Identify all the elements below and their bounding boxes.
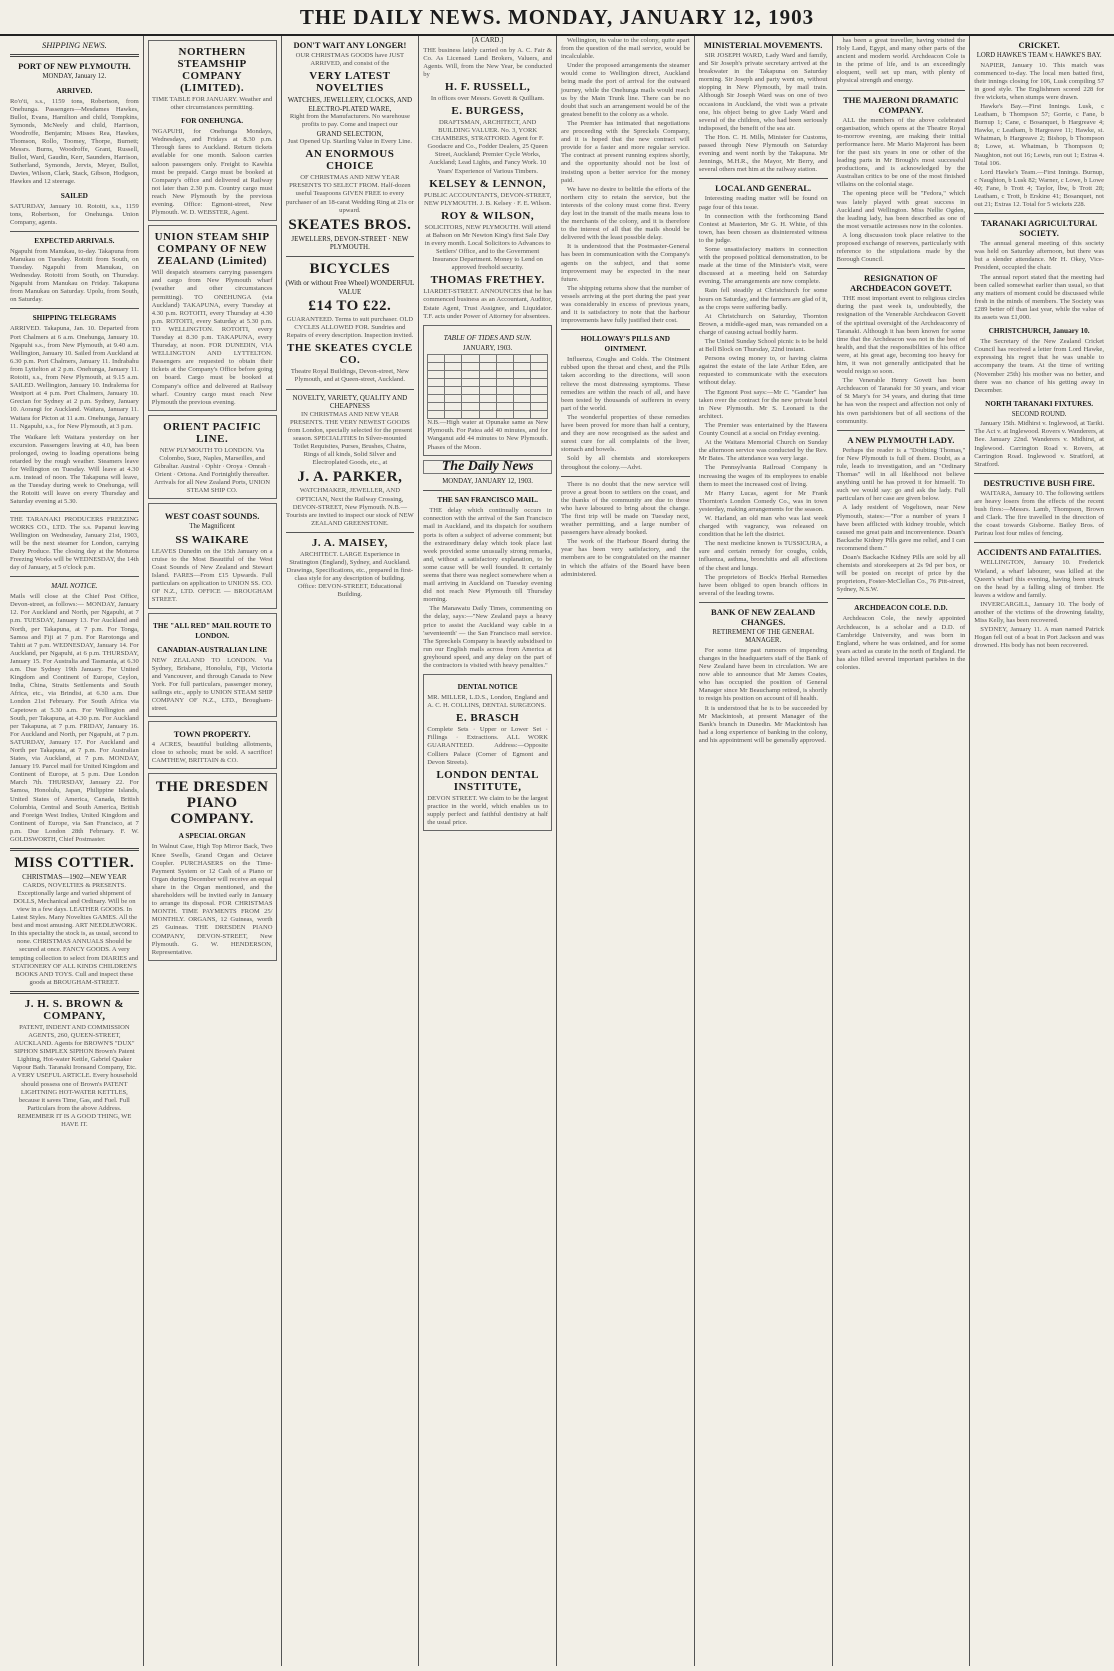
london-dental-title: LONDON DENTAL INSTITUTE,: [436, 768, 539, 793]
burgess-title: E. BURGESS,: [451, 104, 524, 117]
grand-selection: GRAND SELECTION,: [316, 129, 384, 138]
union-steamship-title: UNION STEAM SHIP COMPANY OF NEW ZEALAND (Limited): [154, 231, 270, 268]
telegrams-heading: SHIPPING TELEGRAMS: [32, 313, 117, 323]
bank-heading: BANK OF NEW ZEALAND CHANGES.: [711, 606, 816, 627]
wellington-lead: Wellington, its value to the colony, quite apart from the question of the mail service, would be incalculable.: [561, 37, 690, 61]
shipping-date: MONDAY, January 12.: [42, 73, 107, 80]
page-columns: [6, 36, 1108, 1666]
expected-heading: EXPECTED ARRIVALS.: [34, 235, 115, 245]
onehunga-heading: FOR ONEHUNGA.: [181, 116, 244, 126]
town-property-ad: TOWN PROPERTY. 4 ACRES, beautiful building allotments, close to schools; must be sold. A sacrifice! CAMTHEW, BRITTAIN & CO.: [148, 721, 277, 769]
dresden-title: THE DRESDEN PIANO COMPANY.: [155, 779, 269, 828]
sf-mail-heading: THE SAN FRANCISCO MAIL.: [437, 495, 538, 505]
accidents-heading: ACCIDENTS AND FATALITIES.: [977, 547, 1102, 558]
special-organ-heading: A SPECIAL ORGAN: [178, 831, 246, 841]
town-property-heading: TOWN PROPERTY.: [173, 729, 251, 740]
canadian-heading: CANADIAN-AUSTRALIAN LINE: [157, 644, 268, 654]
brasch-title: E. BRASCH: [456, 712, 520, 725]
watches-line: WATCHES, JEWELLERY, CLOCKS, AND ELECTRO-PLATED WARE,: [287, 96, 413, 113]
mail-heading: MAIL NOTICE.: [51, 581, 98, 591]
maisey-title: J. A. MAISEY,: [311, 536, 388, 549]
column-1: SHIPPING NEWS. PORT OF NEW PLYMOUTH. MONDAY, January 12. ARRIVED. Ro'o'ti, s.s., 1159 tons, Robertson, from Onehunga. Passengers—Mesdames Hawkes, Bullot, Evans, Hamilton and child, Tompkins, Symonds, McNeely and child, Harrison, Woodroffe, Benjamin; Misses Rea, Hawkes, Thomson, Rollo, Toomey, Thorpe, Burnett; Messrs. Burns, Woodroffe, Grant, Russell, Bullot, Ward, Gaudin, Kerr, Saunders, Harrison, Sutherland, Symonds, Jervis, Meyer, Bullot, Davies, Wilson, Clark, Stack, Gibson, Hodgson, Hawkes and 12 steerage. SAILED SATURDAY, January 10. Rotoiti, s.s., 1159 tons, Robertson, for Onehunga. Union Company, agents. EXPECTED ARRIVALS. Ngapuhi from Manukau, to-day. Takapuna from Manukau on Tuesday. Rotoiti from South, on Tuesday. Ngapuhi from Manukau, on Wednesday. Rotoiti from South, on Thursday. Ngapuhi from Manukau on Friday. Takapuna from Manukau on Saturday. Upolu, from South, on Saturday. SHIPPING TELEGRAMS ARRIVED. Takapuna, Jan. 10. Departed from Port Chalmers at 6 a.m. Onehunga, January 10. Ngapuhi s.s., from New Plymouth, at 9.40 a.m. Wellington, January 10. Sailed from Auckland at 6.30 p.m. Port Chalmers, January 11. Indrabahu from Lyttelton at 2 p.m. Onehunga, January 11. Rotoiti, s.s., from New Plymouth, at 9.15 a.m. SAILED. Wellington, January 10. Indralema for Westport at 4 p.m. Port Chalmers, January 10. Grecian for Sydney at 2 p.m. Sydney, January 10. Aorangi for Auckland. Waitara, January 11. Waitara for Picton at 11 a.m. Onehunga, January 11. Ngapuhi, s.s., for New Plymouth, at 3 p.m. The Waikare left Waitara yesterday on her excursion. Passengers leaving at 4.0, has been prolonged, owing to loading operations being retarded by the rough weather. Steamers leave for Wellington on Tuesday. Will leave at 4.30 a.m. instead of noon. The Takapuna will leave, as the Tuesday during week to Onehunga, will the Rotoiti will leave on every Thursday and Saturday evening at 5.30. THE TARANAKI PRODUCERS FREEZING WORKS CO., LTD. The s.s. Papanui leaving Wellington on Wednesday, January 21st, 1903, will be the next steamer for London, carrying Dairy Produce. The closing day at the Moturoa Freezing Works will be WEDNESDAY, the 14th day of January, at 5 o'clock p.m. MAIL NOTICE. Mails will close at the Chief Post Office, Devon-street, as follows:— MONDAY, January 12. For Auckland and North, per Ngapuhi, at 7 p.m. TUESDAY, January 13. For Auckland and North, per Takapuna, at 7 p.m. For Tonga, Samoa and Fiji at 7 p.m. For Rarotonga and Tahiti at 7 p.m. WEDNESDAY, January 14. For Auckland, per Ngapuhi, at 6 p.m. THURSDAY, January 15. For Australia and Tasmania, at 6.30 a.m. Due Sydney 19th January. For United Kingdom and Continent of Europe, Ceylon, India, China, Straits Settlements and South Africa, etc., via Brindisi, at 6.30 a.m. Due London 21st February. For South Africa via Capetown at 5.30 a.m. For Wellington and South, per Takapuna, at 4.30 p.m. For Auckland per Takapuna, at 7 p.m. FRIDAY, January 16. For Auckland and North, per Ngapuhi, at 7 p.m. SATURDAY, January 17. For Auckland and North per Takapuna, at 7 p.m. For Australian States, via Auckland, at 7 p.m. MONDAY, January 19. Parcel mail for United Kingdom and Continent of Europe, at 5 p.m. Due London March 7th. THURSDAY, January 22. For Samoa, Honolulu, Japan, Philippine Islands, United States of America, Canada, British Columbia, Central and South America, British and Foreign West Indies, United Kingdom and Continent of Europe, via San Francisco, at 7 p.m. Due London 28th February. F. W. GOLDSWORTH, Chief Postmaster. MISS COTTIER. CHRISTMAS—1902—NEW YEAR CARDS, NOVELTIES & PRESENTS. Exceptionally large and varied shipment of DOLLS, Mechanical and Ordinary. Will be on view in a few days. LEATHER GOODS. In Latest Styles. Many Novelties GAMES. All the best and most amusing. ART NEEDLEWORK. In this speciality the stock is, as usual, second to none. CHRISTMAS ANNUALS Should be secured at once. FANCY GOODS. A very tempting collection to select from DIARIES and STATIONERY OF ALL KINDS CHILDREN'S BOOKS AND TOYS. Cull and inspect these goods at BROUGHAM-STREET. J. H. S. BROWN & COMPANY, PATENT, INDENT AND COMMISSION AGENTS, 260, QUEEN-STREET, AUCKLAND. Agents for BROWN'S "DUX" SIPHON SIMPLEX SIPHON Brown's Patent Lighting, Hot-water Kettle, Gabriel Quaker Vapour Bath. Taranaki Ironsand Company, Etc. A VERY USEFUL ARTICLE. Every household should possess one of Brown's PATENT LIGHTNING HOT-WATER KETTLES, because it saves Time, Gas, and Fuel. Full Particulars from the above Address. REMEMBER IT IS A GOOD THING, WE HAVE IT.: [6, 36, 144, 1666]
second-round: SECOND ROUND.: [1011, 410, 1067, 418]
northern-steamship-ad: NORTHERN STEAMSHIP COMPANY (LIMITED). TIME TABLE FOR JANUARY. Weather and other circumstances permitting. FOR ONEHUNGA. 'NGAPUHI, for Onehunga Mondays, Wednesdays, and Fridays at 8.30 p.m. Through fares to Auckland. Return tickets available for one month. Saloon carries saloon passengers only. Freight to Kawhia must be prepaid. Cargo must be booked at Company's office and delivered at Railway not later than 2.30 p.m. Country cargo must reach New Plymouth by the previous evening. Office: Egmont-street, New Plymouth. W. D. WEBSTER, Agent.: [148, 40, 277, 221]
hawkes-heading: LORD HAWKE'S TEAM v. HAWKE'S BAY.: [976, 52, 1102, 59]
west-coast-heading: WEST COAST SOUNDS.: [164, 511, 260, 522]
dental-heading: DENTAL NOTICE: [457, 682, 518, 692]
bank-subheading: RETIREMENT OF THE GENERAL MANAGER.: [712, 628, 814, 645]
column-8: CRICKET. LORD HAWKE'S TEAM v. HAWKE'S BAY. NAPIER, January 10. This match was commenced to-day. The local men batted first, their innings closing for 106, Lusk compiling 57 in good style. The Englishmen scored 228 for five wickets, when stumps were drawn. Hawke's Bay.—First Innings. Lusk, c Leatham, b Thompson 57; Gorrie, c Fane, b Burnup 1; Cane, c Bosanquet, b Hargreave 4; Hawke, c Leatham, b Hargreave 11; Hawke, st. Whatman, b Hargreave 2; Bishop, b Thompson 8; Lowe, st. Whatman, b Thompson 0; Naughton, not out 16; Lewis, run out 1; Extras 4. Total 106. Lord Hawke's Team.—First Innings. Burnup, c Naughton, b Lusk 82; Warner, c Lowe, b Lowe 40; Fane, b Trott 4; Taylor, lbw, b Trott 28; Leatham, c Trott, b Erskine 41; Bosanquet, not out 21; Extras 12. Total for 5 wickets 228. TARANAKI AGRICULTURAL SOCIETY. The annual general meeting of this society was held on Saturday afternoon, but there was but a slender attendance. Mr H. Okey, Vice-President, occupied the chair. The annual report stated that the meeting had been called somewhat earlier than usual, so that any matters of moment could be discussed while fresh in the minds of members. The Society was £289 better off than last year, while the value of its assets was £1,000. CHRISTCHURCH, January 10. The Secretary of the New Zealand Cricket Council has received a letter from Lord Hawke, expressing his regret that he was unable to accompany the team. At the time of writing (November 25th) his mother was no better, and there was no chance of his getting away in December. NORTH TARANAKI FIXTURES. SECOND ROUND. January 15th. Midhirst v. Inglewood, at Tariki. The Act v. at Inglewood. Rovers v. Wanderers, at Bee. January 22nd. Wanderers v. Midhirst, at Inglewood. Carrington Road v. Rovers, at Carrington Road. Inglewood v. Stratford, at Stratford. DESTRUCTIVE BUSH FIRE. WAITARA, January 10. The following settlers are heavy losers from the effects of the recent bush fires:—Messrs. Lamb, Thompson, Brown and Clark. The fire travelled in the direction of the coast towards Gisborne. Bailey Bros. of Parirau lost four miles of fencing. ACCIDENTS AND FATALITIES. WELLINGTON, January 10. Frederick Wieland, a wharf labourer, was killed at the Queen's wharf this evening, having been struck on the head by a falling sling of timber. He leaves a widow and family. INVERCARGILL, January 10. The body of another of the victims of the drowning fatality, Miss Kelly, has been recovered. SYDNEY, January 11. A man named Patrick Hogan fell out of a boat in Port Jackson and was drowned. His body has not been recovered.: [974, 40, 1104, 650]
tide-table-grid: [427, 354, 548, 419]
bicycles-price: £14 TO £22.: [308, 298, 392, 315]
daily-news-date: MONDAY, JANUARY 12, 1903.: [442, 477, 533, 485]
all-red-route-ad: THE "ALL RED" MAIL ROUTE TO LONDON. CANADIAN-AUSTRALIAN LINE NEW ZEALAND TO LONDON. Via Sydney, Brisbane, Honolulu, Fiji, Victoria and Vancouver, and through Canada to New York. For full particulars, passenger money, sailings etc., apply to UNION STEAM SHIP COMPANY OF N.Z., LTD., Brougham-street.: [148, 613, 277, 718]
northern-steamship-title: NORTHERN STEAMSHIP COMPANY (LIMITED).: [177, 46, 247, 94]
brown-company-title: J. H. S. BROWN & COMPANY,: [24, 997, 125, 1022]
sailed-heading: SAILED: [60, 190, 88, 200]
dresden-piano-ad: THE DRESDEN PIANO COMPANY. A SPECIAL ORGAN In Walnut Case, High Top Mirror Back, Two Knee Swells, Grand Organ and Octave Coupler. PURCHASERS on the Time-Payment System or 12 Cash of a Piano or Organ during December will receive an equal share in the Organ mentioned, and the shareholders will be invited early in January to arrange its disposal. FOR CHRISTMAS MONTH. TIME PAYMENTS FROM 25/ MONTHLY. ORGANS, 12 Guineas, worth 25 Guineas. THE DRESDEN PIANO COMPANY, DEVON-STREET, New Plymouth. G. W. HENDERSON, Representative.: [148, 773, 277, 960]
tide-table: TABLE OF TIDES AND SUN. JANUARY, 1903. N.B.—High water at Opunake same as New Plymouth. For Patea add 40 minutes, and for Wanganui add 44 minutes to New Plymouth. Phases of the Moon.: [423, 325, 552, 456]
tide-table-title: TABLE OF TIDES AND SUN.: [443, 332, 532, 342]
page-masthead: THE DAILY NEWS. MONDAY, JANUARY 12, 1903: [0, 0, 1114, 36]
wellington-article: Wellington, its value to the colony, quite apart from the question of the mail service, would be incalculable. Under the proposed arrangements the steamer would come to Wellington direct, Auckland being made the port of arrival for the outward journey, while the Onehunga mails would reach us by the Main Trunk line. There can be no doubt that such an arrangement would be of the greatest benefit to the colony as a whole. The Premier has intimated that negotiations are proceeding with the Spreckels Company, and it is hoped that the new contract will provide for a faster and more regular service. The contract at present running expires shortly, and the opportunity should not be lost of insisting upon a better service for the money paid. We have no desire to belittle the efforts of the northern city to retain the service, but the interests of the colony must come first. Every day lost in the transit of the mails means loss to the merchants of the colony, and it is therefore to the interest of all that the mails should be delivered with the least possible delay. It is understood that the Postmaster-General has been in communication with the Company's agents on the subject, and that some improvement may be expected in the near future. The shipping returns show that the number of vessels arriving at the port during the past year was considerably in excess of previous years, and it is satisfactory to note that the harbour improvements have fully justified their cost.: [561, 37, 690, 325]
skeates-title: SKEATES BROS.: [288, 216, 412, 233]
daily-news-logo-text: The Daily News: [441, 458, 534, 474]
tide-table-month: JANUARY, 1903.: [463, 344, 513, 352]
holloway-heading: HOLLOWAY'S PILLS AND OINTMENT.: [580, 334, 671, 354]
russell-title: H. F. RUSSELL,: [445, 80, 531, 93]
column-5: Wellington, its value to the colony, quite apart from the question of the mail service, would be incalculable. Under the proposed arrangements the steamer would come to Wellington direct, Auckland being made the port of arrival for the outward journey, while the Onehunga mails would reach us by the Main Trunk line. There can be no doubt that such an arrangement would be of the greatest benefit to the colony as a whole. The Premier has intimated that negotiations are proceeding with the Spreckels Company, and it is hoped that the new contract will provide for a faster and more regular service. The contract at present running expires shortly, and the opportunity should not be lost of insisting upon a better service for the money paid. We have no desire to belittle the efforts of the northern city to retain the service, but the interests of the colony must come first. Every day lost in the transit of the mails means loss to the merchants of the colony, and it is therefore to the interest of all that the mails should be delivered with the least possible delay. It is understood that the Postmaster-General has been in communication with the Company's agents on the subject, and that some improvement may be expected in the near future. The shipping returns show that the number of vessels arriving at the port during the past year was considerably in excess of previous years, and it is satisfactory to note that the harbour improvements have fully justified their cost. HOLLOWAY'S PILLS AND OINTMENT. Influenza, Coughs and Colds. The Ointment rubbed upon the throat and chest, and the Pills taken according to the directions, will soon relieve the most distressing symptoms. These remedies are within the reach of all, and have been tested by thousands of sufferers in every part of the world. The wonderful properties of these remedies have been proved for more than half a century, and they are now recognised as the safest and surest cure for all complaints of the liver, stomach and bowels. Sold by all chemists and storekeepers throughout the colony.—Advt. There is no doubt that the new service will prove a great boon to settlers on the coast, and the thanks of the community are due to those who have laboured to bring about the change. The first trip will be made on Tuesday next, weather permitting, and a large number of passengers have already booked. The work of the Harbour Board during the year has been very satisfactory, and the members are to be congratulated on the manner in which the affairs of the Board have been administered.: [557, 36, 695, 1666]
cole-heading: ARCHDEACON COLE. D.D.: [854, 603, 948, 613]
bicycles-title: BICYCLES: [309, 260, 391, 277]
bush-fire-heading: DESTRUCTIVE BUSH FIRE.: [983, 477, 1095, 488]
govett-heading: RESIGNATION OF ARCHDEACON GOVETT.: [849, 273, 952, 294]
christchurch-heading: CHRISTCHURCH, January 10.: [988, 326, 1090, 336]
column-2: [144, 36, 282, 1666]
latest-novelties: VERY LATEST NOVELTIES: [309, 70, 391, 95]
local-general-heading: LOCAL AND GENERAL.: [715, 183, 812, 194]
orient-line-title: ORIENT PACIFIC LINE.: [163, 420, 262, 445]
all-red-heading: THE "ALL RED" MAIL ROUTE TO LONDON.: [152, 620, 272, 640]
port-heading: PORT OF NEW PLYMOUTH.: [18, 61, 131, 71]
orient-line-ad: ORIENT PACIFIC LINE. NEW PLYMOUTH TO LONDON. Via Colombo, Suez, Naples, Marseilles, and Gibraltar. Austral · Ophir · Oroya · Omrah · Orient · Ortona. And Fortnightly thereafter. Arrivals for all New Zealand Ports, UNION STEAM SHIP CO.: [148, 415, 277, 500]
lady-heading: A NEW PLYMOUTH LADY.: [847, 434, 955, 445]
dental-ad: DENTAL NOTICE MR. MILLER, L.D.S., London, England and A. C. H. COLLINS, DENTAL SURGEONS. E. BRASCH Complete Sets · Upper or Lower Set · Fillings · Extractions. ALL WORK GUARANTEED. Address:—Opposite Colliers Palace (Corner of Egmont and Devon Streets). LONDON DENTAL INSTITUTE, DEVON STREET. We claim to be the largest practice in the world, which enables us to supply perfect and faithful dentistry at half the usual price.: [423, 674, 552, 831]
column-3: DON'T WAIT ANY LONGER! OUR CHRISTMAS GOODS have JUST ARRIVED, and consist of the VERY LATEST NOVELTIES WATCHES, JEWELLERY, CLOCKS, AND ELECTRO-PLATED WARE, Right from the Manufacturers. No warehouse profits to pay. Come and inspect our GRAND SELECTION, Just Opened Up. Startling Value in Every Line. AN ENORMOUS CHOICE OF CHRISTMAS AND NEW YEAR PRESENTS TO SELECT FROM. Half-dozen useful Teaspoons GIVEN FREE to every purchaser of an 18-carat Wedding Ring at 21s or upward. SKEATES BROS. JEWELLERS, DEVON-STREET · NEW PLYMOUTH. BICYCLES (With or without Free Wheel) WONDERFUL VALUE £14 TO £22. GUARANTEED. Terms to suit purchaser. OLD CYCLES ALLOWED FOR. Sundries and Repairs of every description. Inspection invited. THE SKEATES CYCLE CO. Theatre Royal Buildings, Devon-street, New Plymouth, and at Queen-street, Auckland. NOVELTY, VARIETY, QUALITY AND CHEAPNESS IN CHRISTMAS AND NEW YEAR PRESENTS. THE VERY NEWEST GOODS from London, specially selected for the present season. SPECIALITIES In Silver-mounted Toilet Requisites, Purses, Brushes, Chains, Rings of all kinds, Solid Silver and Electroplated Goods, etc., at J. A. PARKER, WATCHMAKER, JEWELLER, AND OPTICIAN, Next the Railway Crossing, DEVON-STREET, New Plymouth. N.B.—Tourists are invited to inspect our stock of NEW ZEALAND GREENSTONE. J. A. MAISEY, ARCHITECT. LARGE Experience in Stratington (England), Sydney, and Auckland. Drawings, Specifications, etc., prepared in first-class style for any description of building. Office: DEVON-STREET, Educational Building.: [282, 36, 420, 1666]
arrived-text: Ro'o'ti, s.s., 1159 tons, Robertson, from Onehunga. Passengers—Mesdames Hawkes, Bullot, Evans, Hamilton and child, Tompkins, Symonds, McNeely and child, Harrison, Woodroffe, Benjamin; Misses Rea, Hawkes, Thomson, Rollo, Toomey, Thorpe, Burnett; Messrs. Burns, Woodroffe, Grant, Russell, Bullot, Ward, Gaudin, Kerr, Saunders, Harrison, Sutherland, Symonds, Jervis, Meyer, Bullot, Davies, Wilson, Clark, Stack, Gibson, Hodgson, Hawkes and 12 steerage.: [10, 97, 139, 186]
column-6: MINISTERIAL MOVEMENTS. SIR JOSEPH WARD, Lady Ward and family, and Sir Joseph's private secretary arrived at the breakwater in the Takapuna on Saturday morning. Sir Joseph and party went on, without stopping in New Plymouth, by mail train. Although Sir Joseph Ward was on one of two occasions in Auckland, the visit was a private one, his object being to give Lady Ward and several of the children, who had been seriously indisposed, the benefit of the sea air. The Hon. C. H. Mills, Minister for Customs, passed through New Plymouth on Saturday evening and went north by the Takapuna. Mr Jennings, M.H.R., the Mayor, Mr Berry, and several others met him at the railway station. LOCAL AND GENERAL. Interesting reading matter will be found on page four of this issue. In connection with the forthcoming Band Contest at Masterton, Mr G. H. White, of this town, has been chosen as disinterested witness to the judge. Some unsatisfactory matters in connection with the proposed political demonstration, to be made at the time of the Minister's visit, were discussed at a meeting held on Saturday evening. The arrangements are now complete. Rain fell steadily at Christchurch for some hours on Saturday, and the farmers are glad of it, as the crops were suffering badly. At Christchurch on Saturday, Thornton Brown, a middle-aged man, was remanded on a charge of causing actual bodily harm. The United Sunday School picnic is to be held at Bell Block on Thursday, 22nd instant. Persons owing money to, or having claims against the estate of the late Arthur Eden, are requested to communicate with the executors without delay. The Egmont Post says:—Mr C. "Gander" has taken over the contract for the new private hotel in New Plymouth. Mr S. Leonard is the architect. The Premier was entertained by the Hawera County Council at a social on Friday evening. At the Waitara Memorial Church on Sunday the afternoon service was conducted by the Rev. Mr Bates. The attendance was very large. The Pennsylvania Railroad Company is increasing the wages of its employees to enable them to meet the increased cost of living. Mr Harry Lucas, agent for Mr Frank Thornton's London Comedy Co., was in town yesterday, making arrangements for the season. W. Harland, an old man who was last week charged with vagrancy, was released on condition that he left the district. The next medicine known is TUSSICURA, a sure and certain remedy for coughs, colds, influenza, asthma, bronchitis and all affections of the chest and lungs. The proprietors of Bock's Herbal Remedies have been obliged to open branch offices in several of the leading towns. BANK OF NEW ZEALAND CHANGES. RETIREMENT OF THE GENERAL MANAGER. For some time past rumours of impending changes in the headquarters staff of the Bank of New Zealand have been in circulation. We are now able to announce that Mr James Coates, who has occupied the position of General Manager since Mr Beauchamp retired, is shortly to resign his position on account of ill health. It is understood that he is to be succeeded by Mr Mackintosh, at present Manager of the Bank's branch in Dunedin. Mr Mackintosh has had a long experience of banking in the colony, and his appointment will be generally approved.: [695, 36, 833, 1666]
cottier-ad-title: MISS COTTIER.: [14, 855, 135, 872]
shipping-news-heading: SHIPPING NEWS.: [42, 40, 107, 50]
arrived-heading: ARRIVED.: [56, 85, 93, 95]
card-label: [A CARD.]: [471, 37, 504, 44]
daily-news-logo: [423, 460, 552, 474]
enormous-choice: AN ENORMOUS CHOICE: [305, 148, 395, 173]
union-steamship-ad: UNION STEAM SHIP COMPANY OF NEW ZEALAND (Limited) Will despatch steamers carrying passengers and cargo from New Plymouth wharf (weather and other circumstances permitting). TO ONEHUNGA (via Auckland) TAKAPUNA, every Tuesday at 4.30 p.m. ROTOITI, every Thursday at 4.30 p.m. ROTOITI, every Saturday at 5.30 p.m. TO WELLINGTON. ROTOITI, every Tuesday at 8.30 p.m. TAKAPUNA, every Thursday, at noon. FOR DUNEDIN, VIA WELLINGTON AND LYTTELTON. Passengers are requested to obtain their tickets at the Company's Office before going on board. Cargo must be booked at Company's office and delivered at Railway wharf. Country cargo must reach New Plymouth the previous evening.: [148, 225, 277, 411]
column-4: [A CARD.] THE business lately carried on by A. C. Fair & Co. As Licensed Land Brokers, Valuers, and Agents. Will, from the New Year, be conducted by H. F. RUSSELL, In offices over Messrs. Govett & Quilliam. E. BURGESS, DRAFTSMAN, ARCHITECT, AND BUILDING VALUER. No. 3, YORK CHAMBERS, STRATFORD. Agent for F. Goodacre and Co., Fodder Dealers, 25 Queen Street, Auckland; Premier Cycle Works, Auckland; Lead Lights, and Fancy Work. 10 Years' Experience of Various Timbers. KELSEY & LENNON, PUBLIC ACCOUNTANTS, DEVON-STREET, NEW PLYMOUTH. J. B. Kelsey · F. E. Wilson. ROY & WILSON, SOLICITORS, NEW PLYMOUTH. Will attend at Bahson on Mr Newton King's first Sale Day in every month. Local Solicitors to Advances to Settlers' Office, and to the Government Insurance Department. Money to Lend on approved freehold security. THOMAS FRETHEY. LIARDET-STREET. ANNOUNCES that he has commenced business as an Accountant, Auditor, Estate Agent, Trust Assignee, and Liquidator. T.F. acts under Power of Attorney for absentees. TABLE OF TIDES AND SUN. JANUARY, 1903. N.B.—High water at Opunake same as New Plymouth. For Patea add 40 minutes, and for Wanganui add 44 minutes to New Plymouth. Phases of the Moon. The Daily News MONDAY, JANUARY 12, 1903. THE SAN FRANCISCO MAIL. THE delay which continually occurs in connection with the arrival of the San Francisco mail in Auckland, and its dispatch for southern ports is often a subject of adverse comment; but the extraordinary delay which took place last week provided some unusually strong remarks, and, without a satisfactory explanation, to be some cause will be well founded. It certainly seems that there was neglect somewhere when a mail arriving in Auckland on Tuesday evening did not reach New Plymouth till Thursday morning. The Manawatu Daily Times, commenting on the delay, says:—"New Zealand pays a heavy price to assist the Auckland way cable in a 'seventeenth' — the San Francisco mail service. The Spreckels Company is heavily subsidised to run our English mails across from America at greyhound speed, and any delay on the part of the contractors is visited with heavy penalties." DENTAL NOTICE MR. MILLER, L.D.S., London, England and A. C. H. COLLINS, DENTAL SURGEONS. E. BRASCH Complete Sets · Upper or Lower Set · Fillings · Extractions. ALL WORK GUARANTEED. Address:—Opposite Colliers Palace (Corner of Egmont and Devon Streets). LONDON DENTAL INSTITUTE, DEVON STREET. We claim to be the largest practice in the world, which enables us to supply perfect and faithful dentistry at half the usual price.: [419, 36, 557, 1666]
cottier-ad-subtitle: CHRISTMAS—1902—NEW YEAR: [22, 873, 127, 882]
column-7: has been a great traveller, having visited the Holy Land, Egypt, and many other parts of the ancient and modern world. Archdeacon Cole is in the prime of life, and is an exceedingly eloquent, well set up man, with plenty of physical strength and energy. THE MAJERONI DRAMATIC COMPANY. ALL the members of the above celebrated organisation, which opens at the Theatre Royal to-morrow evening, are making their initial performance here. Mr Mario Majeroni has been for the past six years in one or other of the leading parts in Mr Brough's most successful productions, and is acknowledged by the Australian critics to be one of the most finished villains on the colonial stage. The opening piece will be "Fedora," which was lately played with great success in Auckland and Wellington. Miss Nellie Ogden, the leading lady, has been described as one of the most versatile actresses now in the colonies. A long discussion took place relative to the proposed exchange of reserves, particularly with reference to the stipulations made by the Borough Council. RESIGNATION OF ARCHDEACON GOVETT. THE most important event to religious circles during the past week is, undoubtedly, the resignation of the Venerable Archdeacon Govett of the spiritual oversight of the Archdeaconry of Taranaki. Although it has been known for some time that the Archdeacon was not in the best of health, and that the responsibilities of his office were, at his great age, becoming too heavy for him, it was not generally anticipated that he would resign so soon. The Venerable Henry Govett has been Archdeacon of Taranaki for 30 years, and vicar of St Mary's for 34 years, and during that time he has won the respect and affection not only of his own parishioners but of all sections of the community. A NEW PLYMOUTH LADY. Perhaps the reader is a "Doubting Thomas," for New Plymouth is full of them. Doubt, as a rule, leads to investigation, and an "Ordinary Thomas" will in all likelihood not believe anything until he has proved it for himself. To such we would say: go and ask the lady. Full particulars of her case are given below. A lady resident of Vogeltown, near New Plymouth, states:—"For a number of years I have been afflicted with kidney trouble, which caused me great pain and inconvenience. Doan's Backache Kidney Pills gave me relief, and I can recommend them." Doan's Backache Kidney Pills are sold by all chemists and storekeepers at 2s 9d per box, or will be posted on receipt of price by the proprietors, Foster-McClellan Co., 76 Pitt-street, Sydney, N.S.W. ARCHDEACON COLE. D.D. Archdeacon Cole, the newly appointed Archdeacon, is a scholar and a D.D. of Cambridge University, and was born in England, where he was ordained, and for some years acted as curate in the north of England. He has also filled several important parishes in the colonies.: [833, 36, 971, 1666]
parker-title: J. A. PARKER,: [297, 469, 403, 486]
roy-wilson-title: ROY & WILSON,: [441, 209, 535, 222]
ministerial-heading: MINISTERIAL MOVEMENTS.: [703, 40, 823, 50]
skeates-cycle-title: THE SKEATES CYCLE CO.: [287, 342, 413, 367]
majeroni-heading: THE MAJERONI DRAMATIC COMPANY.: [843, 94, 959, 115]
west-coast-sounds-ad: WEST COAST SOUNDS. The Magnificent SS WAIKARE LEAVES Dunedin on the 15th January on a cruise to the Most Beautiful of the West Coast Sounds of New Zealand and Stewart Island. FARES—From £15 Upwards. Full particulars on application to UNION SS. CO. OF N.Z., LTD. OFFICE — BROUGHAM STREET.: [148, 503, 277, 608]
kelsey-title: KELSEY & LENNON,: [429, 177, 546, 190]
taranaki-society-heading: TARANAKI AGRICULTURAL SOCIETY.: [980, 218, 1098, 239]
cricket-heading: CRICKET.: [1018, 40, 1060, 50]
novelty-line: NOVELTY, VARIETY, QUALITY AND CHEAPNESS: [292, 393, 408, 411]
fixtures-heading: NORTH TARANAKI FIXTURES.: [985, 398, 1094, 408]
frethey-title: THOMAS FRETHEY.: [430, 274, 545, 287]
dont-wait-heading: DON'T WAIT ANY LONGER!: [293, 40, 407, 50]
waikare-title: SS WAIKARE: [175, 533, 249, 546]
